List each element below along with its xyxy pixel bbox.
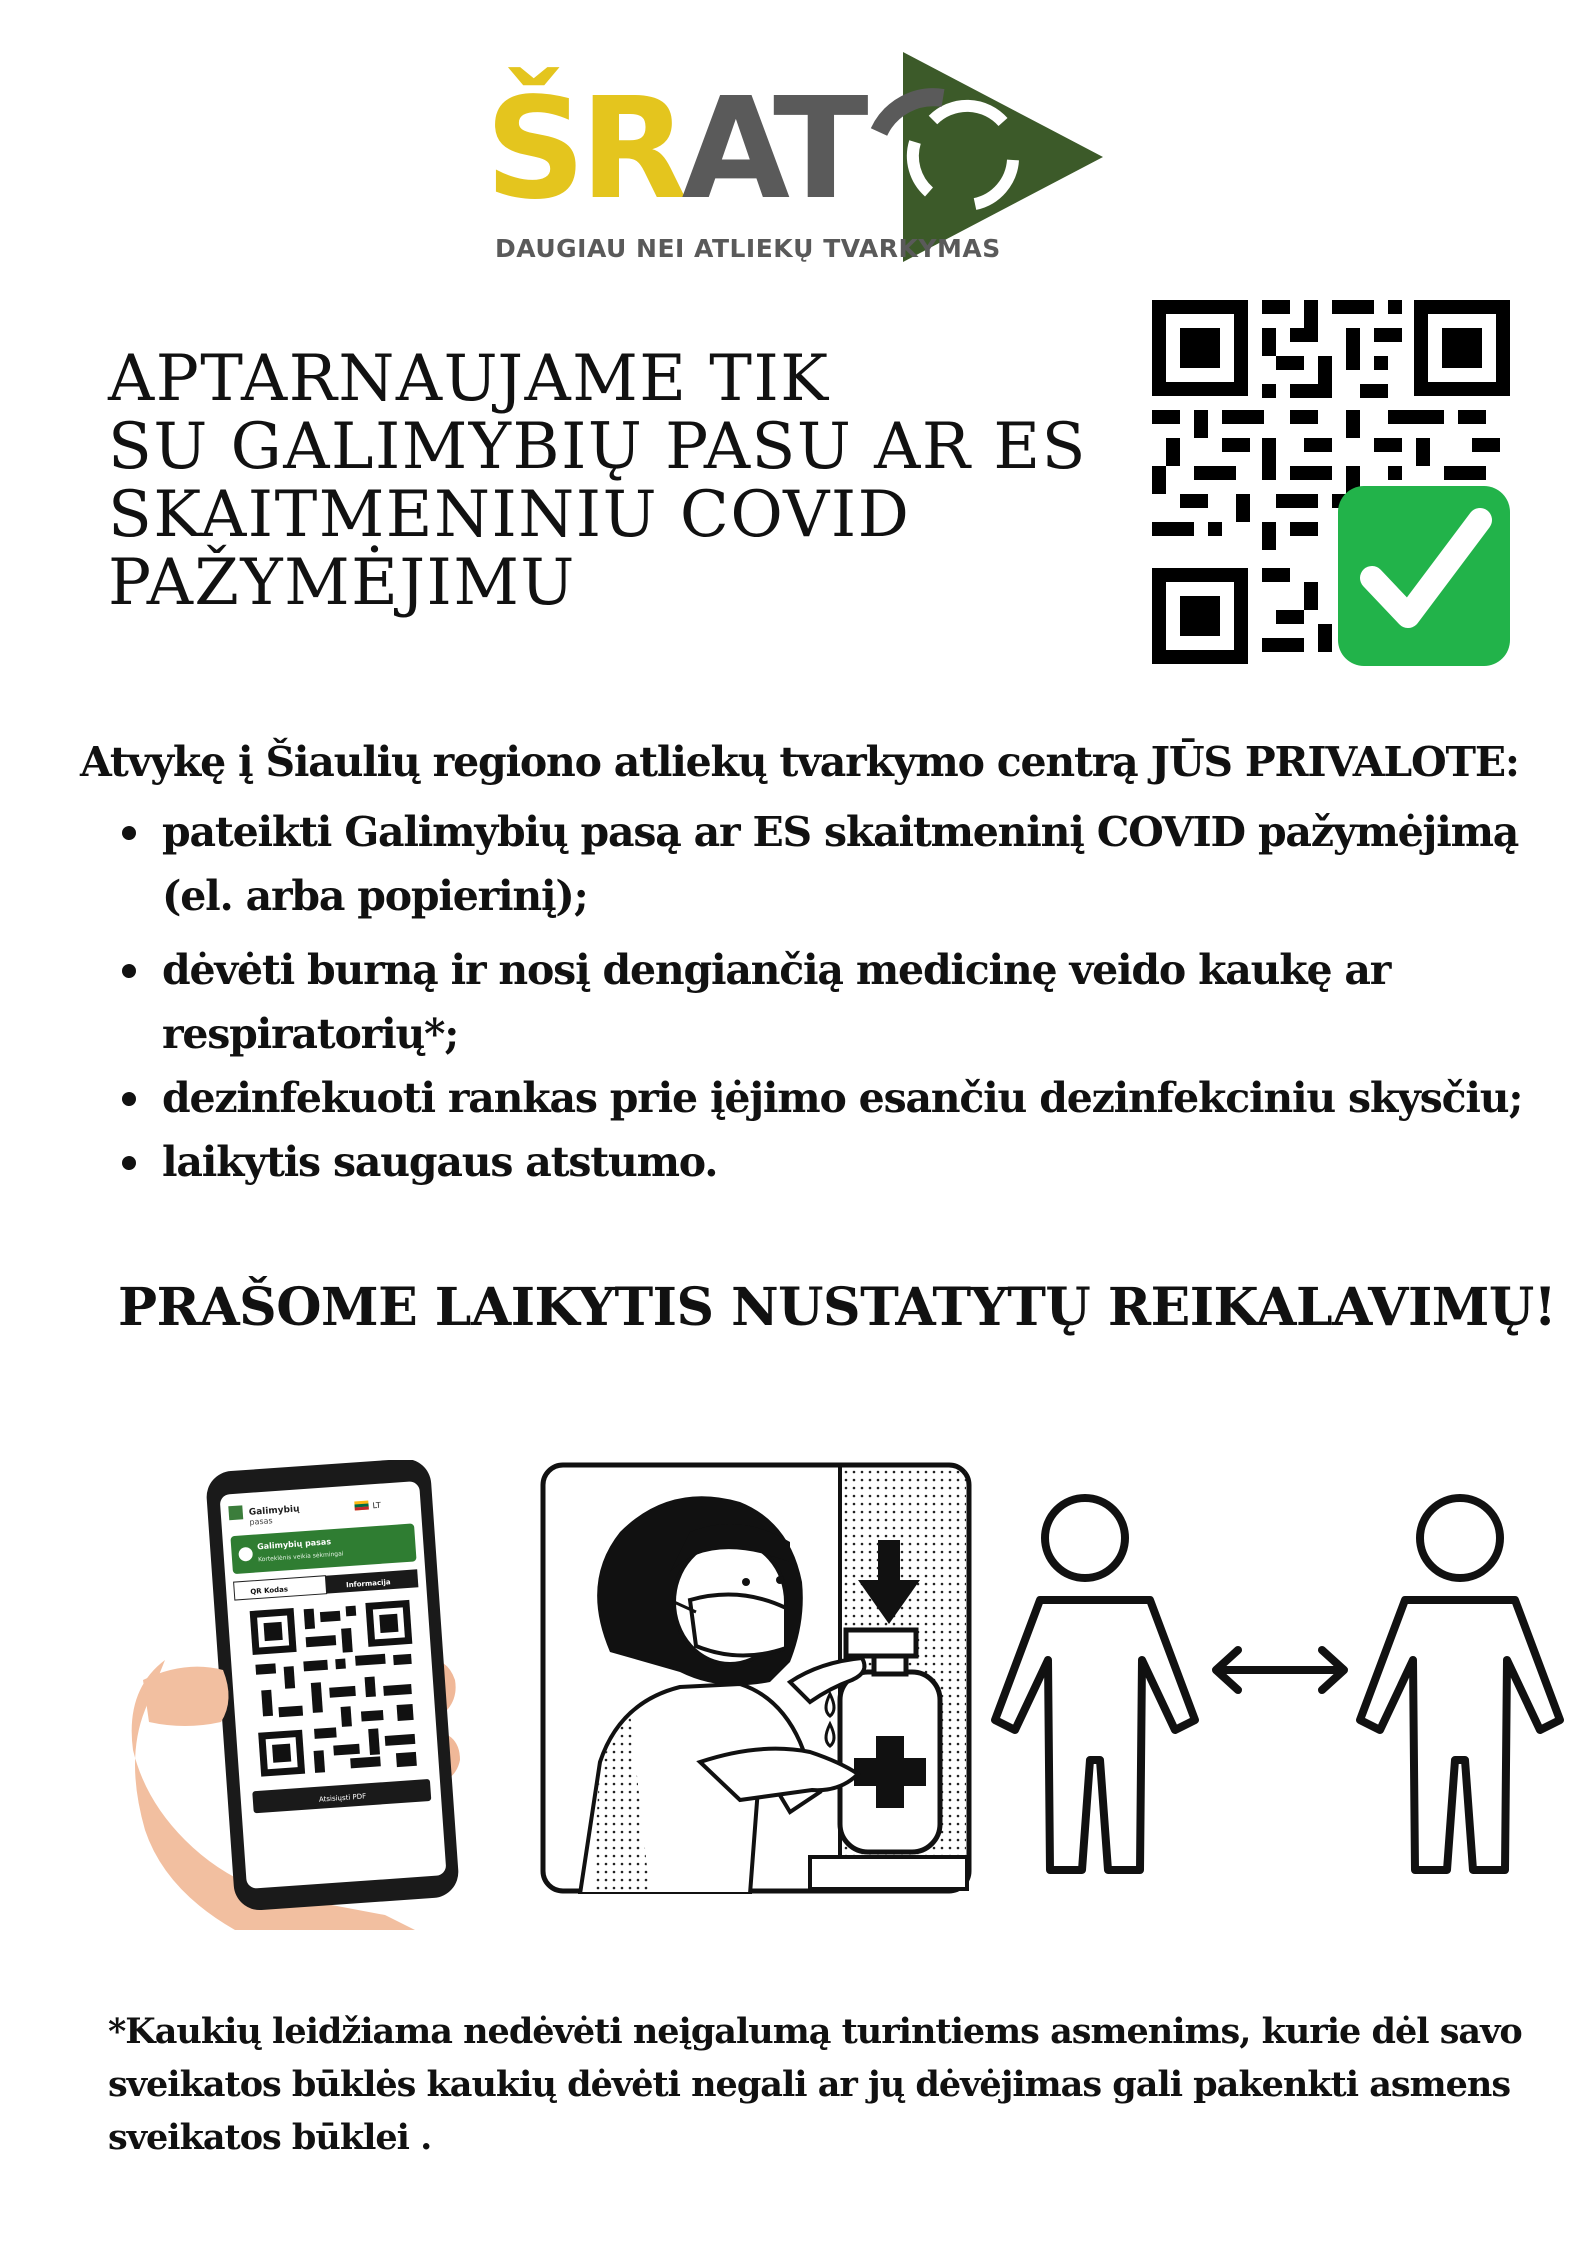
- headline-line-4: PAŽYMĖJIMU: [108, 546, 576, 620]
- logo-wordmark-gray: AT: [681, 68, 863, 231]
- hand-sanitizer-illustration: [540, 1462, 972, 1894]
- list-item: pateikti Galimybių pasą ar ES skaitmeninį COVID pažymėjimą (el. arba popierinį);: [118, 800, 1568, 928]
- headline-line-3: SKAITMENINIU COVID: [108, 478, 911, 552]
- list-item: dėvėti burną ir nosį dengiančią medicinę veido kaukę ar respiratorių*;: [118, 938, 1568, 1066]
- tab-information: Informacija: [345, 1578, 391, 1590]
- download-pdf-button: Atsisiųsti PDF: [318, 1792, 367, 1804]
- card-title: Galimybių pasas: [256, 1537, 332, 1552]
- tab-qr-code: QR Kodas: [250, 1585, 289, 1596]
- card-subtitle: Korteklėnis veikia sėkmingai: [257, 1550, 344, 1564]
- app-title: Galimybių: [248, 1504, 300, 1518]
- language-label: LT: [372, 1500, 382, 1511]
- intro-text: Atvykę į Šiaulių regiono atliekų tvarkymo centrą JŪS PRIVALOTE:: [80, 738, 1519, 786]
- headline: [108, 342, 1108, 620]
- recycle-arrow-icon: [863, 52, 1103, 262]
- phone-in-hand-illustration: [125, 1460, 485, 1930]
- checkmark-icon: [1338, 486, 1510, 666]
- logo-wordmark: [485, 68, 863, 231]
- list-item: laikytis saugaus atstumo.: [118, 1130, 1568, 1194]
- logo-wordmark-yellow: ŠR: [485, 68, 682, 231]
- list-item: dezinfekuoti rankas prie įėjimo esančiu dezinfekciniu skysčiu;: [118, 1066, 1568, 1130]
- srato-logo: [485, 52, 1105, 272]
- app-subtitle: pasas: [249, 1516, 273, 1527]
- social-distance-illustration: [990, 1490, 1570, 1890]
- requirements-list: [118, 800, 1568, 1194]
- qr-code-icon: [1150, 298, 1510, 668]
- logo-tagline: DAUGIAU NEI ATLIEKŲ TVARKYMAS: [495, 234, 1001, 263]
- call-to-action: PRAŠOME LAIKYTIS NUSTATYTŲ REIKALAVIMŲ!: [118, 1277, 1557, 1338]
- headline-line-2: SU GALIMYBIŲ PASU AR ES: [108, 410, 1087, 484]
- headline-line-1: APTARNAUJAME TIK: [108, 342, 830, 416]
- footnote: *Kaukių leidžiama nedėvėti neįgalumą turintiems asmenims, kurie dėl savo sveikatos būklės kaukių dėvėti negali ar jų dėvėjimas gali pakenkti asmens sveikatos būklei .: [108, 2011, 1522, 2158]
